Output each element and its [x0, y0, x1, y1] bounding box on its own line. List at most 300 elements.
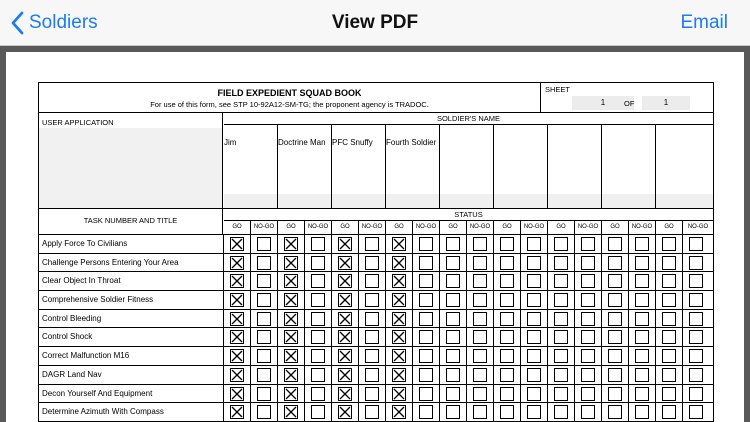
go-checkbox[interactable]	[446, 237, 460, 251]
go-checkbox-checked[interactable]	[230, 387, 244, 401]
nogo-checkbox[interactable]	[419, 256, 433, 270]
go-checkbox[interactable]	[446, 368, 460, 382]
go-checkbox[interactable]	[662, 293, 676, 307]
go-checkbox-checked[interactable]	[230, 237, 244, 251]
nogo-checkbox[interactable]	[311, 405, 325, 419]
task-name: Control Bleeding	[39, 310, 224, 328]
nogo-checkbox[interactable]	[527, 274, 541, 288]
checkbox-cell	[224, 235, 251, 253]
go-checkbox[interactable]	[446, 405, 460, 419]
pdf-page	[6, 52, 744, 422]
go-nogo-headers	[224, 221, 713, 234]
go-checkbox-checked[interactable]	[230, 330, 244, 344]
checkbox-cell	[494, 347, 521, 365]
nogo-checkbox[interactable]	[527, 387, 541, 401]
nogo-checkbox[interactable]	[581, 237, 595, 251]
nogo-checkbox[interactable]	[257, 312, 271, 326]
nogo-checkbox[interactable]	[473, 349, 487, 363]
nogo-checkbox[interactable]	[311, 330, 325, 344]
nogo-checkbox[interactable]	[581, 312, 595, 326]
go-checkbox[interactable]	[608, 368, 622, 382]
go-checkbox[interactable]	[554, 312, 568, 326]
checkbox-cell	[386, 272, 413, 290]
nogo-checkbox[interactable]	[635, 349, 649, 363]
checkbox-cell	[656, 310, 683, 328]
task-name: Clear Object In Throat	[39, 272, 224, 290]
go-checkbox[interactable]	[662, 387, 676, 401]
checkbox-cell	[386, 366, 413, 384]
checkbox-cell	[386, 310, 413, 328]
go-checkbox-checked[interactable]	[338, 256, 352, 270]
nogo-checkbox[interactable]	[311, 312, 325, 326]
go-checkbox-checked[interactable]	[392, 312, 406, 326]
nogo-checkbox[interactable]	[473, 405, 487, 419]
go-checkbox[interactable]	[554, 237, 568, 251]
go-checkbox[interactable]	[554, 349, 568, 363]
checkbox-cell	[467, 403, 494, 421]
nogo-checkbox[interactable]	[473, 274, 487, 288]
go-checkbox[interactable]	[500, 368, 514, 382]
nogo-header: NO-GO	[467, 221, 494, 234]
nogo-checkbox[interactable]	[689, 330, 703, 344]
x-mark-icon	[285, 313, 297, 325]
squad-book-form	[38, 82, 714, 422]
go-checkbox-checked[interactable]	[338, 237, 352, 251]
checkbox-cell	[224, 310, 251, 328]
go-checkbox-checked[interactable]	[284, 330, 298, 344]
checkbox-cell	[467, 291, 494, 309]
nogo-checkbox[interactable]	[419, 293, 433, 307]
nogo-checkbox[interactable]	[419, 330, 433, 344]
go-header: GO	[278, 221, 305, 234]
go-checkbox[interactable]	[662, 405, 676, 419]
go-checkbox[interactable]	[608, 405, 622, 419]
go-checkbox-checked[interactable]	[338, 405, 352, 419]
nogo-checkbox[interactable]	[257, 387, 271, 401]
checkbox-cell	[629, 272, 656, 290]
go-checkbox[interactable]	[608, 293, 622, 307]
go-checkbox-checked[interactable]	[338, 349, 352, 363]
go-checkbox[interactable]	[554, 387, 568, 401]
soldiers-name-block	[224, 113, 713, 208]
pdf-viewer[interactable]	[0, 46, 750, 422]
go-checkbox[interactable]	[500, 293, 514, 307]
nogo-checkbox[interactable]	[257, 330, 271, 344]
nogo-checkbox[interactable]	[527, 237, 541, 251]
checkbox-cell	[386, 254, 413, 272]
go-checkbox[interactable]	[554, 256, 568, 270]
soldier-name-field-strip[interactable]	[224, 194, 277, 208]
nogo-checkbox[interactable]	[635, 405, 649, 419]
checkbox-cell	[494, 235, 521, 253]
go-checkbox-checked[interactable]	[230, 256, 244, 270]
task-name: Control Shock	[39, 328, 224, 346]
go-checkbox-checked[interactable]	[284, 405, 298, 419]
checkbox-cell	[278, 403, 305, 421]
nogo-checkbox[interactable]	[419, 387, 433, 401]
nogo-checkbox[interactable]	[311, 237, 325, 251]
nogo-checkbox[interactable]	[689, 312, 703, 326]
checkbox-cell	[386, 385, 413, 403]
soldier-name-field-strip[interactable]	[332, 194, 385, 208]
x-mark-icon	[339, 406, 351, 418]
go-checkbox[interactable]	[446, 387, 460, 401]
go-checkbox[interactable]	[500, 349, 514, 363]
go-checkbox-checked[interactable]	[338, 368, 352, 382]
checkbox-cell	[629, 403, 656, 421]
nogo-checkbox[interactable]	[581, 405, 595, 419]
checkbox-cell	[251, 366, 278, 384]
checkbox-cell	[278, 310, 305, 328]
x-mark-icon	[339, 350, 351, 362]
go-checkbox[interactable]	[662, 349, 676, 363]
nogo-checkbox[interactable]	[581, 387, 595, 401]
checkbox-cell	[548, 291, 575, 309]
checkbox-cell	[683, 366, 713, 384]
checkbox-cell	[386, 403, 413, 421]
nogo-checkbox[interactable]	[689, 368, 703, 382]
soldier-column	[656, 125, 713, 208]
checkbox-cell	[629, 385, 656, 403]
go-checkbox[interactable]	[662, 312, 676, 326]
go-checkbox[interactable]	[554, 274, 568, 288]
x-mark-icon	[285, 388, 297, 400]
checkbox-cell	[359, 366, 386, 384]
checkbox-cell	[224, 328, 251, 346]
nogo-checkbox[interactable]	[365, 349, 379, 363]
nogo-checkbox[interactable]	[257, 349, 271, 363]
task-row	[39, 272, 713, 291]
checkbox-cell	[521, 310, 548, 328]
checkbox-cell	[278, 366, 305, 384]
checkbox-cell	[251, 403, 278, 421]
go-checkbox[interactable]	[662, 368, 676, 382]
nogo-checkbox[interactable]	[365, 312, 379, 326]
checkbox-cell	[440, 366, 467, 384]
nogo-checkbox[interactable]	[419, 312, 433, 326]
nogo-checkbox[interactable]	[311, 368, 325, 382]
nogo-checkbox[interactable]	[527, 312, 541, 326]
soldier-name-field-strip[interactable]	[386, 194, 439, 208]
nogo-checkbox[interactable]	[419, 274, 433, 288]
nogo-header: NO-GO	[305, 221, 332, 234]
go-checkbox-checked[interactable]	[284, 256, 298, 270]
sheet-block	[542, 83, 713, 112]
checkbox-cell	[548, 366, 575, 384]
nogo-checkbox[interactable]	[365, 293, 379, 307]
go-checkbox-checked[interactable]	[392, 293, 406, 307]
checkbox-cell	[521, 291, 548, 309]
nogo-checkbox[interactable]	[311, 274, 325, 288]
go-checkbox-checked[interactable]	[338, 387, 352, 401]
go-checkbox-checked[interactable]	[338, 330, 352, 344]
go-checkbox-checked[interactable]	[284, 312, 298, 326]
nogo-checkbox[interactable]	[473, 256, 487, 270]
go-checkbox-checked[interactable]	[392, 387, 406, 401]
nogo-checkbox[interactable]	[527, 368, 541, 382]
nogo-checkbox[interactable]	[365, 256, 379, 270]
go-checkbox[interactable]	[608, 274, 622, 288]
go-checkbox[interactable]	[446, 349, 460, 363]
go-checkbox[interactable]	[500, 330, 514, 344]
go-checkbox[interactable]	[608, 237, 622, 251]
go-checkbox-checked[interactable]	[392, 405, 406, 419]
checkbox-cell	[467, 235, 494, 253]
go-checkbox-checked[interactable]	[230, 349, 244, 363]
nogo-checkbox[interactable]	[473, 368, 487, 382]
checkbox-cell	[386, 347, 413, 365]
checkbox-cell	[629, 328, 656, 346]
task-row	[39, 328, 713, 347]
checkbox-cell	[251, 235, 278, 253]
of-label: OF	[624, 99, 635, 108]
checkbox-cell	[494, 366, 521, 384]
go-checkbox[interactable]	[554, 293, 568, 307]
checkbox-cell	[440, 254, 467, 272]
go-checkbox-checked[interactable]	[284, 274, 298, 288]
checkbox-cell	[467, 385, 494, 403]
go-checkbox-checked[interactable]	[230, 293, 244, 307]
nogo-checkbox[interactable]	[257, 237, 271, 251]
go-checkbox[interactable]	[554, 330, 568, 344]
go-checkbox[interactable]	[500, 312, 514, 326]
go-header: GO	[386, 221, 413, 234]
checkbox-cell	[575, 366, 602, 384]
go-checkbox[interactable]	[500, 405, 514, 419]
go-checkbox-checked[interactable]	[392, 237, 406, 251]
go-checkbox[interactable]	[446, 312, 460, 326]
go-checkbox[interactable]	[608, 387, 622, 401]
sheet-total-field[interactable]: 1	[642, 96, 690, 110]
go-checkbox-checked[interactable]	[230, 274, 244, 288]
checkbox-cell	[440, 310, 467, 328]
nogo-checkbox[interactable]	[635, 330, 649, 344]
checkbox-cell	[683, 254, 713, 272]
soldier-name-field-strip[interactable]	[278, 194, 331, 208]
checkbox-cell	[656, 385, 683, 403]
nogo-checkbox[interactable]	[689, 274, 703, 288]
go-checkbox[interactable]	[446, 274, 460, 288]
checkbox-cell	[359, 291, 386, 309]
checkbox-cell	[413, 254, 440, 272]
go-checkbox-checked[interactable]	[392, 330, 406, 344]
nogo-checkbox[interactable]	[581, 293, 595, 307]
nogo-checkbox[interactable]	[311, 349, 325, 363]
nogo-checkbox[interactable]	[473, 237, 487, 251]
checkbox-cell	[602, 272, 629, 290]
nogo-checkbox[interactable]	[365, 237, 379, 251]
task-name: Decon Yourself And Equipment	[39, 385, 224, 403]
nogo-checkbox[interactable]	[635, 293, 649, 307]
nogo-checkbox[interactable]	[581, 274, 595, 288]
task-row	[39, 403, 713, 422]
nogo-header: NO-GO	[521, 221, 548, 234]
go-checkbox[interactable]	[554, 405, 568, 419]
checkbox-cell	[278, 291, 305, 309]
nogo-checkbox[interactable]	[527, 330, 541, 344]
x-mark-icon	[285, 331, 297, 343]
nogo-checkbox[interactable]	[635, 256, 649, 270]
go-checkbox[interactable]	[554, 368, 568, 382]
checkbox-cell	[548, 385, 575, 403]
task-row	[39, 347, 713, 366]
nogo-checkbox[interactable]	[419, 237, 433, 251]
nogo-checkbox[interactable]	[689, 349, 703, 363]
user-application-field[interactable]	[39, 128, 222, 208]
go-checkbox-checked[interactable]	[284, 387, 298, 401]
x-mark-icon	[231, 238, 243, 250]
checkbox-cell	[467, 366, 494, 384]
go-checkbox[interactable]	[446, 256, 460, 270]
go-checkbox-checked[interactable]	[392, 368, 406, 382]
nogo-checkbox[interactable]	[527, 293, 541, 307]
nogo-checkbox[interactable]	[635, 274, 649, 288]
soldier-name-field-strip[interactable]	[494, 194, 547, 208]
go-checkbox[interactable]	[608, 256, 622, 270]
checkbox-cell	[359, 328, 386, 346]
checkbox-cell	[521, 328, 548, 346]
go-checkbox[interactable]	[662, 274, 676, 288]
nogo-checkbox[interactable]	[419, 368, 433, 382]
go-checkbox-checked[interactable]	[338, 274, 352, 288]
nogo-checkbox[interactable]	[311, 256, 325, 270]
task-name: Apply Force To Civilians	[39, 235, 224, 253]
nogo-checkbox[interactable]	[581, 368, 595, 382]
go-checkbox-checked[interactable]	[284, 368, 298, 382]
go-checkbox[interactable]	[446, 330, 460, 344]
go-checkbox[interactable]	[608, 349, 622, 363]
sheet-number-field[interactable]: 1	[572, 96, 634, 110]
nogo-checkbox[interactable]	[257, 405, 271, 419]
x-mark-icon	[393, 313, 405, 325]
go-checkbox[interactable]	[446, 293, 460, 307]
checkbox-cell	[413, 272, 440, 290]
nogo-checkbox[interactable]	[689, 387, 703, 401]
checkbox-cell	[548, 254, 575, 272]
email-button[interactable]: Email	[680, 12, 728, 33]
go-checkbox[interactable]	[500, 237, 514, 251]
go-checkbox-checked[interactable]	[338, 293, 352, 307]
go-header: GO	[332, 221, 359, 234]
nogo-checkbox[interactable]	[473, 312, 487, 326]
nogo-checkbox[interactable]	[527, 256, 541, 270]
nogo-checkbox[interactable]	[473, 293, 487, 307]
x-mark-icon	[339, 369, 351, 381]
soldier-name-field-strip[interactable]	[602, 194, 655, 208]
checkbox-cell	[413, 235, 440, 253]
soldier-name-field-strip[interactable]	[548, 194, 601, 208]
nogo-checkbox[interactable]	[365, 387, 379, 401]
checkbox-cell	[656, 254, 683, 272]
nogo-checkbox[interactable]	[689, 405, 703, 419]
nogo-checkbox[interactable]	[257, 368, 271, 382]
checkbox-cell	[494, 328, 521, 346]
x-mark-icon	[393, 406, 405, 418]
checkbox-cell	[332, 254, 359, 272]
checkbox-cell	[683, 403, 713, 421]
checkbox-cell	[683, 310, 713, 328]
nogo-checkbox[interactable]	[311, 387, 325, 401]
x-mark-icon	[339, 257, 351, 269]
nogo-checkbox[interactable]	[635, 237, 649, 251]
checkbox-cell	[467, 347, 494, 365]
nogo-checkbox[interactable]	[689, 293, 703, 307]
go-checkbox-checked[interactable]	[230, 312, 244, 326]
go-checkbox[interactable]	[500, 387, 514, 401]
nogo-checkbox[interactable]	[581, 256, 595, 270]
nogo-checkbox[interactable]	[365, 330, 379, 344]
nogo-checkbox[interactable]	[257, 274, 271, 288]
nogo-checkbox[interactable]	[311, 293, 325, 307]
nogo-checkbox[interactable]	[257, 293, 271, 307]
x-mark-icon	[231, 388, 243, 400]
go-header: GO	[656, 221, 683, 234]
checkbox-cell	[494, 385, 521, 403]
nogo-checkbox[interactable]	[365, 274, 379, 288]
nogo-checkbox[interactable]	[635, 387, 649, 401]
go-checkbox-checked[interactable]	[392, 349, 406, 363]
go-checkbox[interactable]	[662, 256, 676, 270]
checkbox-cell	[305, 366, 332, 384]
go-checkbox[interactable]	[608, 312, 622, 326]
nogo-checkbox[interactable]	[635, 312, 649, 326]
checkbox-cell	[602, 366, 629, 384]
checkbox-cell	[413, 347, 440, 365]
go-checkbox-checked[interactable]	[338, 312, 352, 326]
nogo-checkbox[interactable]	[473, 387, 487, 401]
nogo-checkbox[interactable]	[419, 349, 433, 363]
nogo-checkbox[interactable]	[257, 256, 271, 270]
nogo-checkbox[interactable]	[527, 405, 541, 419]
go-checkbox-checked[interactable]	[230, 368, 244, 382]
nogo-checkbox[interactable]	[581, 349, 595, 363]
soldier-name-field-strip[interactable]	[656, 194, 713, 208]
nogo-checkbox[interactable]	[635, 368, 649, 382]
nogo-checkbox[interactable]	[419, 405, 433, 419]
soldier-column	[278, 125, 332, 208]
soldier-column	[494, 125, 548, 208]
nogo-checkbox[interactable]	[527, 349, 541, 363]
go-checkbox-checked[interactable]	[392, 274, 406, 288]
checkbox-cell	[548, 347, 575, 365]
nogo-checkbox[interactable]	[689, 256, 703, 270]
nogo-header: NO-GO	[575, 221, 602, 234]
nogo-header: NO-GO	[687, 224, 709, 230]
task-name: Comprehensive Soldier Fitness	[39, 291, 224, 309]
go-checkbox[interactable]	[500, 256, 514, 270]
go-checkbox[interactable]	[662, 237, 676, 251]
go-checkbox[interactable]	[662, 330, 676, 344]
go-checkbox[interactable]	[500, 274, 514, 288]
task-name: Challenge Persons Entering Your Area	[39, 254, 224, 272]
go-checkbox-checked[interactable]	[284, 293, 298, 307]
go-checkbox-checked[interactable]	[284, 349, 298, 363]
nogo-checkbox[interactable]	[473, 330, 487, 344]
checkbox-cell	[656, 235, 683, 253]
checkbox-cell	[656, 272, 683, 290]
soldier-name-field-strip[interactable]	[440, 194, 493, 208]
go-checkbox-checked[interactable]	[392, 256, 406, 270]
nogo-checkbox[interactable]	[365, 368, 379, 382]
checkbox-cell	[278, 385, 305, 403]
nogo-checkbox[interactable]	[365, 405, 379, 419]
nogo-checkbox[interactable]	[581, 330, 595, 344]
go-checkbox[interactable]	[608, 330, 622, 344]
go-checkbox-checked[interactable]	[284, 237, 298, 251]
checkbox-cell	[359, 385, 386, 403]
nogo-checkbox[interactable]	[689, 237, 703, 251]
go-checkbox-checked[interactable]	[230, 405, 244, 419]
